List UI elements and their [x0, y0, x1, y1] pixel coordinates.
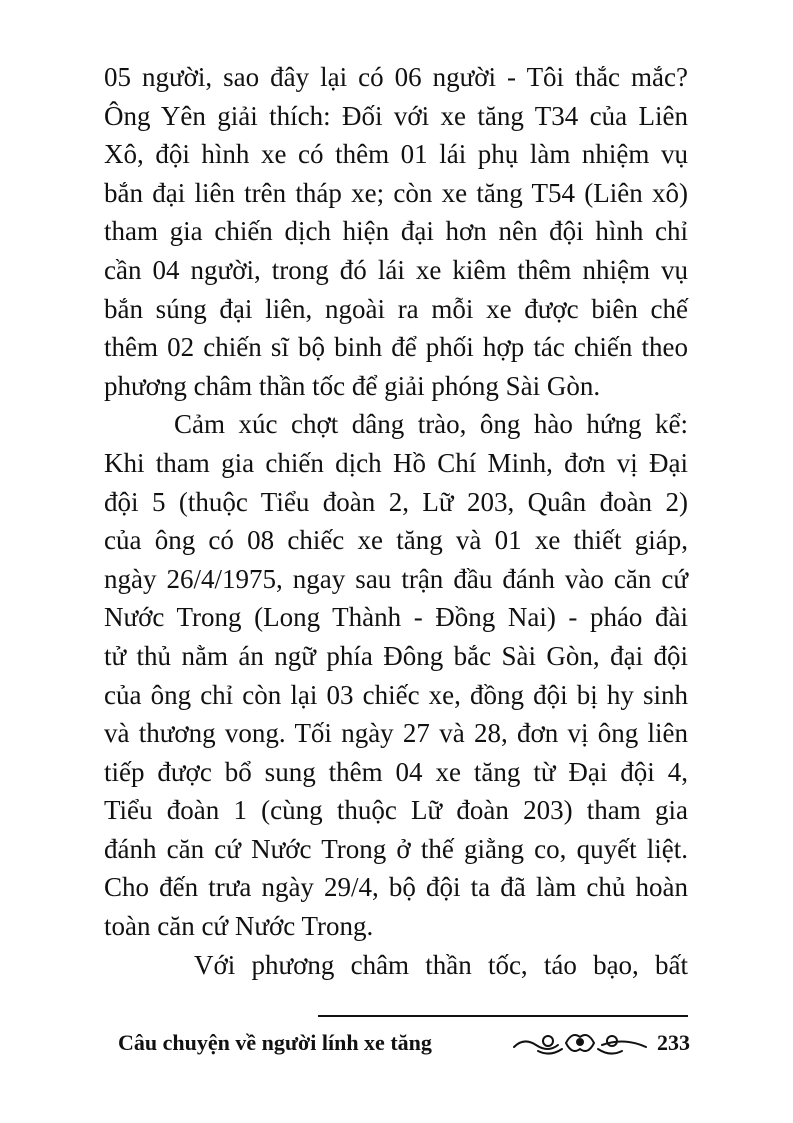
text-line: tiếp được bổ sung thêm 04 xe tăng từ Đại đội 4,: [104, 756, 688, 787]
decorative-flourish-icon: [510, 1027, 650, 1059]
page-footer: [118, 1025, 690, 1061]
paragraph-start-line: Với phương châm thần tốc, táo bạo, bất: [194, 949, 688, 980]
running-title: Câu chuyện về người lính xe tăng: [118, 1030, 432, 1055]
text-line: của ông chỉ còn lại 03 chiếc xe, đồng đội bị hy sinh: [104, 679, 688, 710]
page-number: 233: [657, 1030, 690, 1055]
text-line: bắn súng đại liên, ngoài ra mỗi xe được biên chế: [104, 293, 688, 324]
text-line: 05 người, sao đây lại có 06 người - Tôi thắc mắc?: [104, 62, 688, 92]
paragraph-start-line: Cảm xúc chợt dâng trào, ông hào hứng kể:: [174, 409, 688, 440]
text-line: và thương vong. Tối ngày 27 và 28, đơn vị ông liên: [104, 718, 688, 749]
text-line: Khi tham gia chiến dịch Hồ Chí Minh, đơn vị Đại: [104, 447, 688, 478]
body-text: [104, 58, 688, 984]
paragraph-end-line: toàn căn cứ Nước Trong.: [104, 911, 374, 942]
text-line: Xô, đội hình xe có thêm 01 lái phụ làm nhiệm vụ: [104, 139, 688, 170]
text-line: Ông Yên giải thích: Đối với xe tăng T34 của Liên: [104, 100, 688, 131]
paragraph-end-line: phương châm thần tốc để giải phóng Sài Gòn.: [104, 370, 601, 401]
text-line: đội 5 (thuộc Tiểu đoàn 2, Lữ 203, Quân đoàn 2): [104, 486, 688, 517]
text-line: tử thủ nằm án ngữ phía Đông bắc Sài Gòn, đại đội: [104, 640, 688, 671]
text-line: của ông có 08 chiếc xe tăng và 01 xe thiết giáp,: [104, 525, 688, 556]
text-line: đánh căn cứ Nước Trong ở thế giằng co, quyết liệt.: [104, 833, 688, 864]
text-line: Tiểu đoàn 1 (cùng thuộc Lữ đoàn 203) tham gia: [104, 795, 688, 826]
text-line: Nước Trong (Long Thành - Đồng Nai) - pháo đài: [104, 602, 688, 633]
text-line: bắn đại liên trên tháp xe; còn xe tăng T54 (Liên xô): [104, 177, 688, 208]
text-line: thêm 02 chiến sĩ bộ binh để phối hợp tác chiến theo: [104, 332, 688, 363]
text-line: tham gia chiến dịch hiện đại hơn nên đội hình chỉ: [104, 216, 688, 247]
footer-divider: [318, 1015, 688, 1017]
text-line: cần 04 người, trong đó lái xe kiêm thêm nhiệm vụ: [104, 254, 688, 285]
text-line: Cho đến trưa ngày 29/4, bộ đội ta đã làm chủ hoàn: [104, 872, 688, 903]
text-line: ngày 26/4/1975, ngay sau trận đầu đánh vào căn cứ: [104, 563, 688, 594]
